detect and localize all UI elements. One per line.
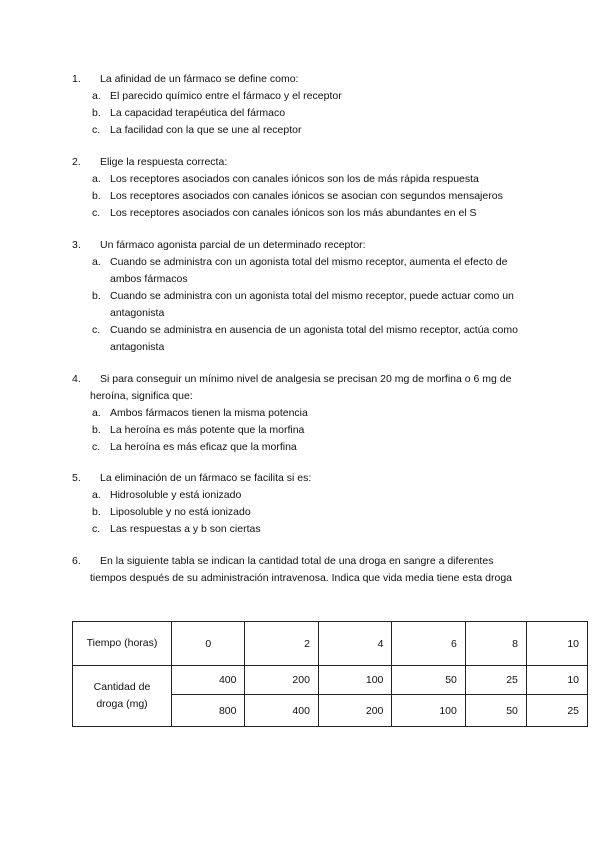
question-text: La eliminación de un fármaco se facilita si es: bbox=[100, 472, 312, 484]
question-number: 3. bbox=[72, 239, 81, 251]
amount-cell: 100 bbox=[392, 695, 465, 727]
question-4 bbox=[72, 371, 532, 456]
time-cell: 10 bbox=[526, 622, 587, 666]
question-5 bbox=[72, 470, 532, 538]
option-text: Cuando se administra con un agonista total del mismo receptor, aumenta el efecto de ambos fármacos bbox=[110, 256, 508, 285]
option-text: Ambos fármacos tienen la misma potencia bbox=[110, 407, 308, 419]
time-cell: 2 bbox=[245, 622, 318, 666]
option-letter: c. bbox=[92, 441, 101, 453]
option-text: La heroína es más eficaz que la morfina bbox=[110, 441, 297, 453]
question-number: 6. bbox=[72, 555, 81, 567]
amount-cell: 400 bbox=[172, 666, 245, 695]
option-letter: a. bbox=[92, 90, 101, 102]
amount-cell: 50 bbox=[392, 666, 465, 695]
option-letter: b. bbox=[92, 107, 101, 119]
amount-cell: 800 bbox=[172, 695, 245, 727]
question-number: 1. bbox=[72, 73, 81, 85]
question-text: Un fármaco agonista parcial de un determinado receptor: bbox=[100, 239, 366, 251]
option-text: El parecido químico entre el fármaco y el receptor bbox=[110, 90, 342, 102]
amount-cell: 400 bbox=[245, 695, 318, 727]
option-letter: c. bbox=[92, 124, 101, 136]
option-text: Liposoluble y no está ionizado bbox=[110, 506, 251, 518]
option-letter: b. bbox=[92, 424, 101, 436]
option-letter: b. bbox=[92, 190, 101, 202]
option-text: Los receptores asociados con canales iónicos se asocian con segundos mensajeros bbox=[110, 190, 503, 202]
amount-cell: 50 bbox=[465, 695, 526, 727]
question-2 bbox=[72, 154, 532, 222]
question-6 bbox=[72, 553, 512, 587]
option-letter: b. bbox=[92, 506, 101, 518]
option-letter: a. bbox=[92, 173, 101, 185]
amount-cell: 10 bbox=[526, 666, 587, 695]
question-text: En la siguiente tabla se indican la cantidad total de una droga en sangre a diferentes tiempos después de su administración intravenosa. Indica que vida media tiene esta droga bbox=[90, 555, 513, 584]
option-text: Cuando se administra en ausencia de un agonista total del mismo receptor, actúa como antagonista bbox=[110, 324, 518, 353]
option-text: Los receptores asociados con canales iónicos son los más abundantes en el S bbox=[110, 207, 477, 219]
amount-label: Cantidad de droga (mg) bbox=[73, 666, 172, 727]
question-number: 2. bbox=[72, 156, 81, 168]
option-text: Las respuestas a y b son ciertas bbox=[110, 523, 261, 535]
question-1 bbox=[72, 71, 532, 139]
option-letter: c. bbox=[92, 207, 101, 219]
option-text: La heroína es más potente que la morfina bbox=[110, 424, 305, 436]
option-text: Cuando se administra con un agonista total del mismo receptor, puede actuar como un antagonista bbox=[110, 290, 514, 319]
option-letter: c. bbox=[92, 523, 101, 535]
question-number: 5. bbox=[72, 472, 81, 484]
amount-cell: 100 bbox=[318, 666, 391, 695]
table-row bbox=[73, 622, 588, 666]
option-letter: c. bbox=[92, 324, 101, 336]
time-label: Tiempo (horas) bbox=[73, 622, 172, 666]
option-letter: a. bbox=[92, 407, 101, 419]
option-letter: a. bbox=[92, 489, 101, 501]
question-3 bbox=[72, 237, 532, 356]
option-text: Los receptores asociados con canales iónicos son los de más rápida respuesta bbox=[110, 173, 479, 185]
amount-cell: 25 bbox=[465, 666, 526, 695]
amount-cell: 200 bbox=[245, 666, 318, 695]
option-letter: b. bbox=[92, 290, 101, 302]
option-letter: a. bbox=[92, 256, 101, 268]
half-life-table bbox=[72, 621, 588, 727]
time-cell: 0 bbox=[172, 622, 245, 666]
amount-cell: 25 bbox=[526, 695, 587, 727]
question-text: Elige la respuesta correcta: bbox=[100, 156, 228, 168]
option-text: La capacidad terapéutica del fármaco bbox=[110, 107, 286, 119]
option-text: Hidrosoluble y está ionizado bbox=[110, 489, 242, 501]
amount-cell: 200 bbox=[318, 695, 391, 727]
question-text: La afinidad de un fármaco se define como: bbox=[100, 73, 299, 85]
time-cell: 6 bbox=[392, 622, 465, 666]
question-text: Si para conseguir un mínimo nivel de analgesia se precisan 20 mg de morfina o 6 mg de heroína, significa que: bbox=[90, 373, 512, 402]
time-cell: 8 bbox=[465, 622, 526, 666]
option-text: La facilidad con la que se une al receptor bbox=[110, 124, 302, 136]
time-cell: 4 bbox=[318, 622, 391, 666]
table-row bbox=[73, 666, 588, 695]
question-number: 4. bbox=[72, 373, 81, 385]
